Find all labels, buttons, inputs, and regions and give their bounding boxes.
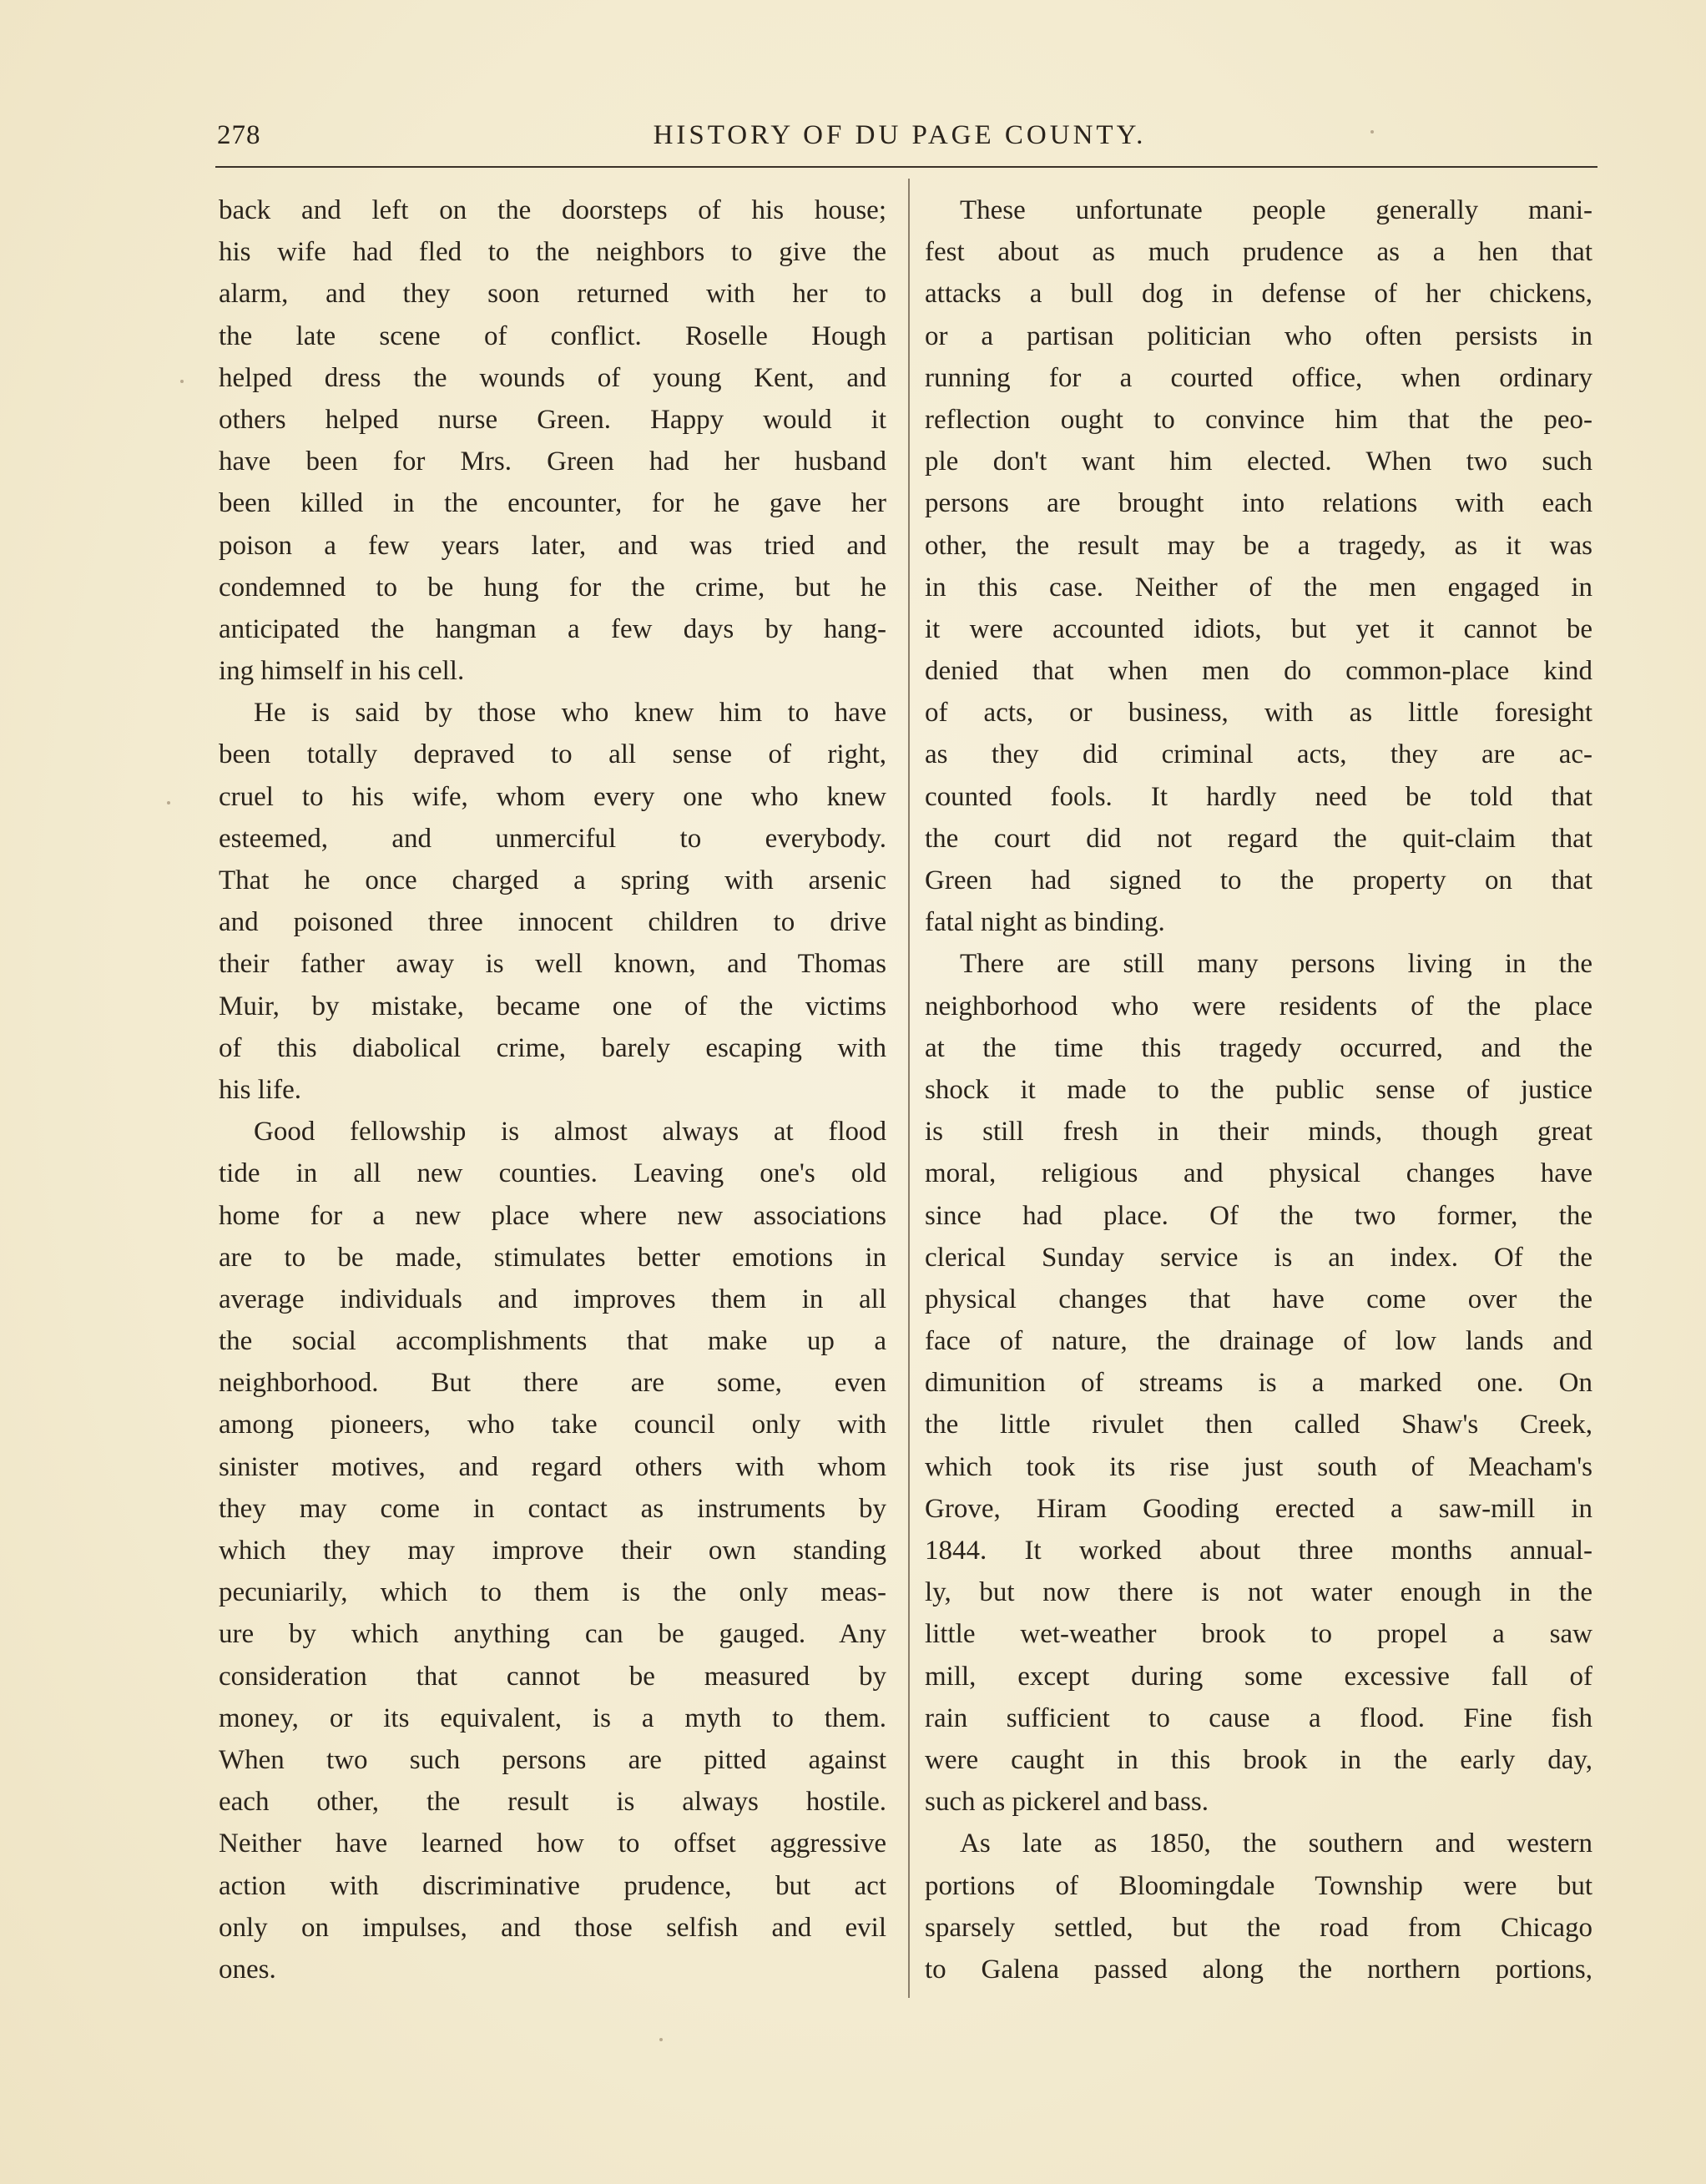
text-line: ple don't want him elected. When two such [925, 446, 1592, 477]
text-line: anticipated the hangman a few days by hang- [219, 613, 886, 644]
text-line: tide in all new counties. Leaving one's old [219, 1158, 886, 1189]
text-line: since had place. Of the two former, the [925, 1200, 1592, 1231]
text-line: such as pickerel and bass. [925, 1787, 1209, 1818]
left-column [219, 189, 886, 1990]
text-line: back and left on the doorsteps of his house; [219, 195, 886, 225]
text-line: little wet-weather brook to propel a saw [925, 1619, 1592, 1650]
text-line: 1844. It worked about three months annual- [925, 1536, 1592, 1566]
text-line: their father away is well known, and Thomas [219, 949, 886, 980]
text-line: were caught in this brook in the early day, [925, 1744, 1592, 1775]
text-line: dimunition of streams is a marked one. On [925, 1368, 1592, 1399]
text-line: reflection ought to convince him that the peo- [925, 404, 1592, 435]
text-line: physical changes that have come over the [925, 1284, 1592, 1314]
text-line: they may come in contact as instruments by [219, 1493, 886, 1524]
text-line: ure by which anything can be gauged. Any [219, 1619, 886, 1650]
text-line: are to be made, stimulates better emotions in [219, 1242, 886, 1273]
text-line: the little rivulet then called Shaw's Creek, [925, 1410, 1592, 1440]
text-line: counted fools. It hardly need be told that [925, 781, 1592, 812]
text-line: helped dress the wounds of young Kent, and [219, 362, 886, 393]
text-line: and poisoned three innocent children to drive [219, 907, 886, 938]
text-line: neighborhood who were residents of the place [925, 991, 1592, 1021]
text-line: which they may improve their own standing [219, 1536, 886, 1566]
text-line: cruel to his wife, whom every one who knew [219, 781, 886, 812]
text-line: Good fellowship is almost always at flood [254, 1117, 886, 1147]
text-line: Green had signed to the property on that [925, 865, 1592, 895]
text-line: condemned to be hung for the crime, but he [219, 572, 886, 603]
ink-speck [1370, 130, 1374, 134]
text-line: ing himself in his cell. [219, 656, 465, 687]
text-line: portions of Bloomingdale Township were but [925, 1870, 1592, 1901]
text-line: Neither have learned how to offset aggressive [219, 1828, 886, 1859]
text-line: of this diabolical crime, barely escaping with [219, 1032, 886, 1063]
text-line: to Galena passed along the northern portions, [925, 1954, 1592, 1985]
text-line: That he once charged a spring with arsenic [219, 865, 886, 895]
column-divider [908, 179, 910, 1998]
text-line: As late as 1850, the southern and western [960, 1828, 1592, 1859]
ink-speck [180, 380, 184, 383]
text-line: These unfortunate people generally mani- [960, 195, 1592, 225]
ink-speck [167, 801, 170, 804]
text-line: action with discriminative prudence, but act [219, 1870, 886, 1901]
text-line: fatal night as binding. [925, 907, 1165, 938]
text-line: have been for Mrs. Green had her husband [219, 446, 886, 477]
text-line: of acts, or business, with as little foresight [925, 698, 1592, 729]
text-line: ly, but now there is not water enough in the [925, 1577, 1592, 1608]
text-line: average individuals and improves them in all [219, 1284, 886, 1314]
text-line: sparsely settled, but the road from Chicago [925, 1912, 1592, 1943]
text-line: pecuniarily, which to them is the only meas- [219, 1577, 886, 1608]
page-header [202, 115, 1597, 159]
text-line: poison a few years later, and was tried and [219, 530, 886, 561]
text-line: home for a new place where new associations [219, 1200, 886, 1231]
text-line: as they did criminal acts, they are ac- [925, 739, 1592, 770]
text-line: moral, religious and physical changes have [925, 1158, 1592, 1189]
text-line: When two such persons are pitted against [219, 1744, 886, 1775]
text-line: the social accomplishments that make up a [219, 1326, 886, 1357]
header-rule [215, 166, 1597, 168]
page-number: 278 [217, 120, 261, 150]
text-line: in this case. Neither of the men engaged in [925, 572, 1592, 603]
text-line: denied that when men do common-place kind [925, 656, 1592, 687]
text-line: the late scene of conflict. Roselle Hough [219, 320, 886, 351]
text-line: esteemed, and unmerciful to everybody. [219, 823, 886, 854]
text-line: There are still many persons living in the [960, 949, 1592, 980]
text-line: alarm, and they soon returned with her to [219, 279, 886, 310]
text-line: only on impulses, and those selfish and evil [219, 1912, 886, 1943]
text-line: running for a courted office, when ordinary [925, 362, 1592, 393]
text-line: among pioneers, who take council only with [219, 1410, 886, 1440]
text-line: consideration that cannot be measured by [219, 1661, 886, 1692]
running-head: HISTORY OF DU PAGE COUNTY. [653, 120, 1147, 150]
text-line: clerical Sunday service is an index. Of the [925, 1242, 1592, 1273]
text-line: face of nature, the drainage of low lands and [925, 1326, 1592, 1357]
text-line: ones. [219, 1954, 276, 1985]
text-line: rain sufficient to cause a flood. Fine fish [925, 1702, 1592, 1733]
text-line: mill, except during some excessive fall of [925, 1661, 1592, 1692]
text-line: fest about as much prudence as a hen that [925, 237, 1592, 268]
text-line: Grove, Hiram Gooding erected a saw-mill in [925, 1493, 1592, 1524]
text-line: or a partisan politician who often persists in [925, 320, 1592, 351]
text-line: persons are brought into relations with each [925, 488, 1592, 519]
text-line: He is said by those who knew him to have [254, 698, 886, 729]
text-line: neighborhood. But there are some, even [219, 1368, 886, 1399]
ink-speck [659, 2038, 663, 2041]
text-line: been totally depraved to all sense of right, [219, 739, 886, 770]
text-line: sinister motives, and regard others with whom [219, 1451, 886, 1482]
text-line: shock it made to the public sense of justice [925, 1074, 1592, 1105]
text-line: his wife had fled to the neighbors to give the [219, 237, 886, 268]
text-line: Muir, by mistake, became one of the victims [219, 991, 886, 1021]
text-line: it were accounted idiots, but yet it cannot be [925, 613, 1592, 644]
text-line: money, or its equivalent, is a myth to them. [219, 1702, 886, 1733]
text-line: is still fresh in their minds, though great [925, 1117, 1592, 1147]
text-line: the court did not regard the quit-claim that [925, 823, 1592, 854]
text-line: others helped nurse Green. Happy would it [219, 404, 886, 435]
text-line: attacks a bull dog in defense of her chickens, [925, 279, 1592, 310]
text-line: each other, the result is always hostile. [219, 1787, 886, 1818]
text-line: other, the result may be a tragedy, as it was [925, 530, 1592, 561]
right-column [925, 189, 1592, 1990]
text-line: been killed in the encounter, for he gave her [219, 488, 886, 519]
text-line: at the time this tragedy occurred, and the [925, 1032, 1592, 1063]
text-line: which took its rise just south of Meacham's [925, 1451, 1592, 1482]
text-line: his life. [219, 1074, 301, 1105]
